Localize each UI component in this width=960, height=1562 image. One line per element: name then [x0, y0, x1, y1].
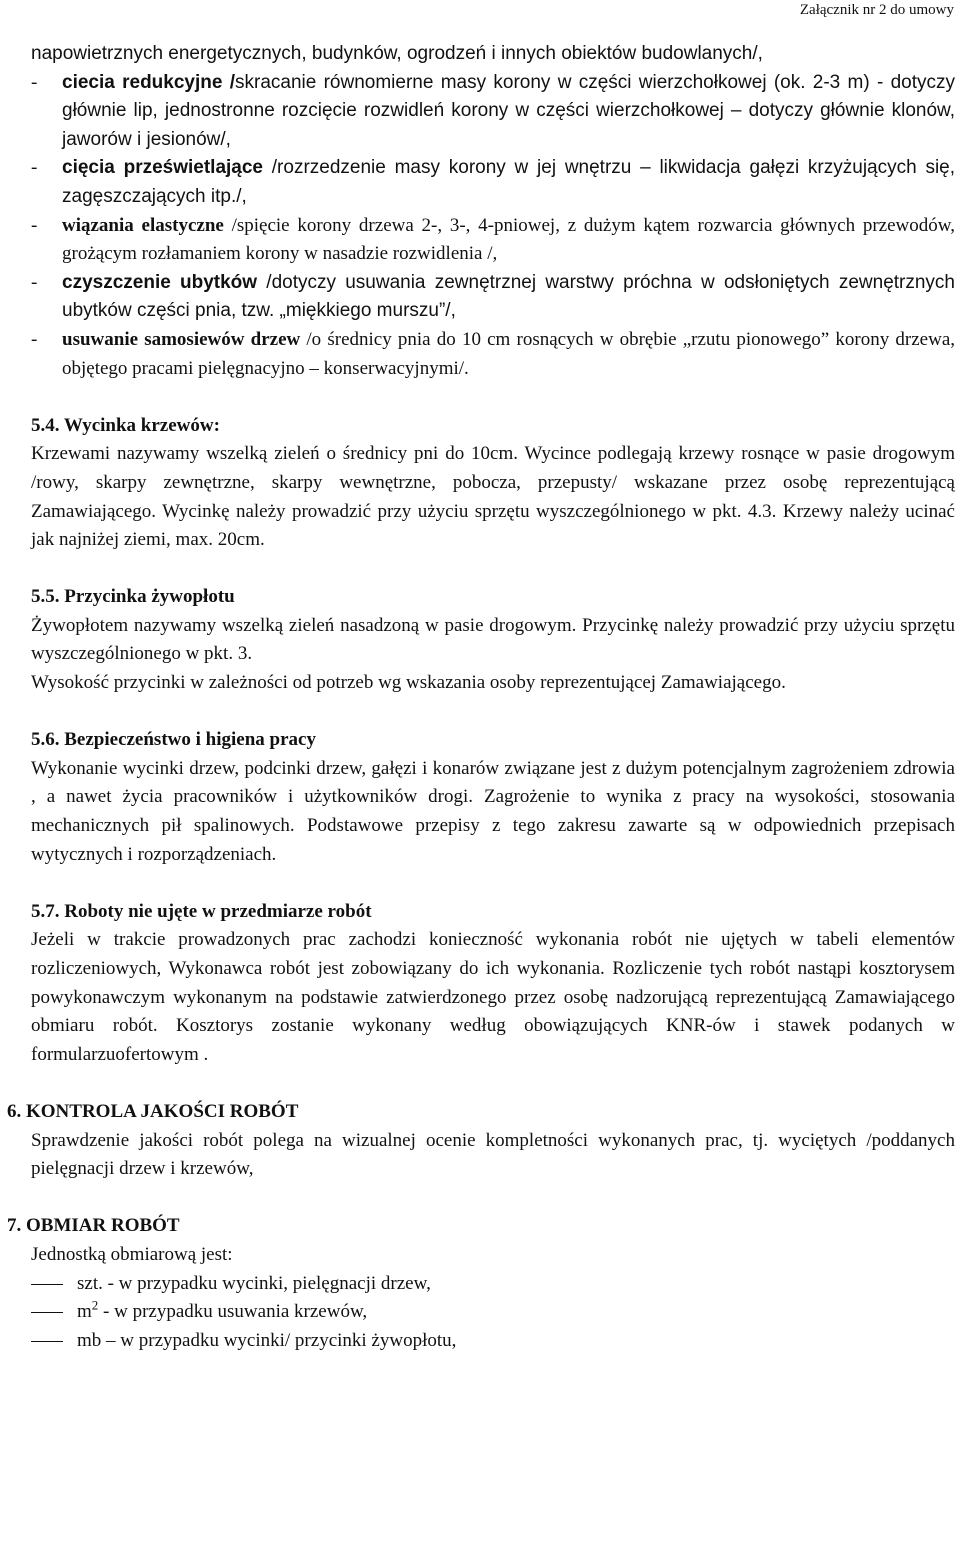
list-item [31, 69, 955, 155]
section-heading-5-4: 5.4. Wycinka krzewów: [31, 414, 220, 436]
dash-marker: - [31, 71, 38, 93]
list-item [31, 326, 955, 383]
item-text: skracanie równomierne masy korony w części wierzchołkowej (ok. 2-3 m) - dotyczy głównie lip, jednostronne rozcięcie rozwidleń korony w części wierzchołkowej – dotyczy głównie klonów, jaworów i jesionów/, [62, 71, 955, 150]
list-item [31, 1298, 955, 1327]
section-heading-7: 7. OBMIAR ROBÓT [7, 1215, 180, 1237]
section-heading-5-5: 5.5. Przycinka żywopłotu [31, 586, 235, 608]
item-text: /o średnicy pnia do 10 cm rosnących w obrębie „rzutu pionowego” korony drzewa, objętego pracami pielęgnacyjno – konserwacyjnymi/. [62, 328, 956, 379]
list-item [31, 212, 955, 269]
item-text: /rozrzedzenie masy korony w jej wnętrzu – likwidacja gałęzi krzyżujących się, zagęszczających itp./, [62, 157, 956, 207]
section-heading-5-6: 5.6. Bezpieczeństwo i higiena pracy [31, 729, 316, 751]
item-term: czyszczenie ubytków [62, 271, 258, 293]
item-term: wiązania elastyczne [62, 214, 224, 236]
section-body: Jeżeli w trakcie prowadzonych prac zachodzi konieczność wykonania robót nie ujętych w tabeli elementów rozliczeniowych, Wykonawca robót jest zobowiązany do ich wykonania. Rozliczenie tych robót nastąpi kosztorysem powykonawczym wykonanym na podstawie zatwierdzonego przez osobę nadzorującą reprezentującą Zamawiającego obmiaru robót. Kosztorys zostanie wykonany według obowiązujących KNR-ów i stawek podanych w formularzuofertowym . [31, 929, 955, 1065]
list-continuation: napowietrznych energetycznych, budynków, ogrodzeń i innych obiektów budowlanych/, [31, 43, 763, 64]
section-body: Wykonanie wycinki drzew, podcinki drzew, gałęzi i konarów związane jest z dużym potencjalnym zagrożeniem zdrowia , a nawet życia pracowników i użytkowników drogi. Zagrożenie to wynika z pracy na wysokości, stosowania mechanicznych pił spalinowych. Podstawowe przepisy z tego zakresu zawarte są w odpowiednich przepisach wytycznych i rozporządzeniach. [31, 757, 955, 865]
section-body: Żywopłotem nazywamy wszelką zieleń nasadzoną w pasie drogowym. Przycinkę należy prowadzić przy użyciu sprzętu wyszczególnionego w pkt. 3. [31, 614, 955, 665]
section-heading-5-7: 5.7. Roboty nie ujęte w przedmiarze robót [31, 900, 372, 922]
item-text: /dotyczy usuwania zewnętrznej warstwy próchna w odsłoniętych zewnętrznych ubytków części pnia, tzw. „miękkiego murszu”/, [62, 271, 955, 322]
item-unit: m [77, 1301, 92, 1323]
dash-marker: - [31, 214, 38, 236]
list-item [31, 1270, 955, 1299]
dash-marker [31, 1312, 63, 1313]
section-body: Krzewami nazywamy wszelką zieleń o średnicy pni do 10cm. Wycince podlegają krzewy rosnące w pasie drogowym /rowy, skarpy zewnętrzne, skarpy wewnętrzne, pobocza, przepusty/ wskazane przez osobę reprezentującą Zamawiającego. Wycinkę należy prowadzić przy użyciu sprzętu wyszczególnionego w pkt. 4.3. Krzewy należy ucinać jak najniżej ziemi, max. 20cm. [31, 443, 955, 551]
item-unit-sup: 2 [91, 1297, 99, 1313]
list-item [31, 154, 955, 211]
item-text: szt. - w przypadku wycinki, pielęgnacji drzew, [77, 1272, 431, 1294]
document-body [7, 40, 956, 1355]
section-body: Wysokość przycinki w zależności od potrzeb wg wskazania osoby reprezentującej Zamawiającego. [31, 672, 786, 694]
dash-marker: - [31, 157, 38, 179]
dash-marker [31, 1341, 63, 1342]
attachment-header: Załącznik nr 2 do umowy [799, 2, 954, 18]
dash-marker [31, 1284, 63, 1285]
list-item [31, 269, 955, 326]
item-term: cięcia prześwietlające [62, 157, 264, 179]
item-text: /spięcie korony drzewa 2-, 3-, 4-pniowej, z dużym kątem rozwarcia głównych przewodów, grożącym rozłamaniem korony w nasadzie rozwidlenia /, [62, 214, 955, 265]
item-term: usuwanie samosiewów drzew [62, 328, 301, 350]
dash-marker: - [31, 271, 38, 293]
item-term: ciecia redukcyjne / [62, 71, 235, 93]
item-text: - w przypadku usuwania krzewów, [98, 1301, 368, 1323]
section-heading-6: 6. KONTROLA JAKOŚCI ROBÓT [7, 1100, 299, 1122]
section-body: Sprawdzenie jakości robót polega na wizualnej ocenie kompletności wykonanych prac, tj. wyciętych /poddanych pielęgnacji drzew i krzewów, [31, 1129, 955, 1180]
item-text: mb – w przypadku wycinki/ przycinki żywopłotu, [77, 1329, 457, 1351]
section-intro: Jednostką obmiarową jest: [31, 1243, 233, 1265]
list-item [31, 1327, 955, 1356]
dash-marker: - [31, 328, 38, 350]
